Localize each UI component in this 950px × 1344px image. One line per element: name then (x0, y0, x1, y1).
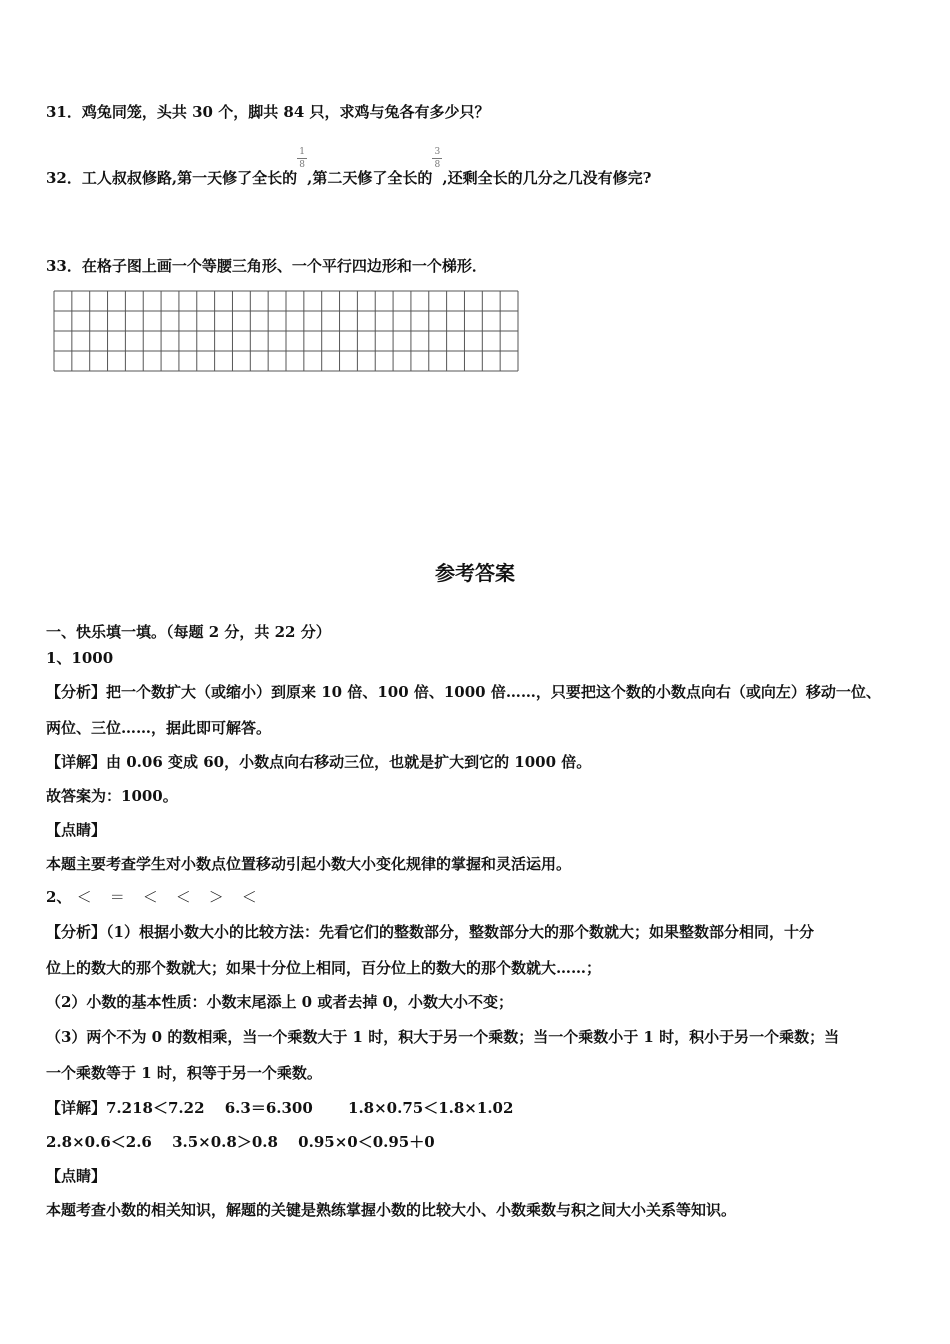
answer-2-comment-label: 【点睛】 (46, 1167, 107, 1185)
answer-1-comment: 本题主要考查学生对小数点位置移动引起小数大小变化规律的掌握和灵活运用。 (46, 855, 572, 873)
question-32-part2: ,第二天修了全长的 (307, 169, 433, 187)
answer-2-symbol: ＜ (175, 888, 191, 906)
answer-1-detail: 【详解】由 0.06 变成 60，小数点向右移动三位，也就是扩大到它的 1000 倍。 (46, 753, 592, 771)
answer-2-comment: 本题考查小数的相关知识，解题的关键是熟练掌握小数的比较大小、小数乘数与积之间大小关系等知识。 (46, 1201, 737, 1219)
answer-2-analysis-line3: （2）小数的基本性质：小数末尾添上 0 或者去掉 0，小数大小不变； (46, 993, 513, 1011)
question-33: 33．在格子图上画一个等腰三角形、一个平行四边形和一个梯形． (46, 257, 487, 275)
answer-2-detail-line1: 【详解】7.218＜7.22 6.3＝6.300 1.8×0.75＜1.8×1.02 (46, 1099, 514, 1117)
answer-1-comment-label: 【点睛】 (46, 821, 107, 839)
answer-2-line (46, 887, 275, 907)
answer-1-analysis-line1: 【分析】把一个数扩大（或缩小）到原来 10 倍、100 倍、1000 倍……，只要把这个数的小数点向右（或向左）移动一位、 (46, 683, 881, 701)
fraction-1-denominator: 8 (299, 160, 305, 170)
drawing-grid (53, 290, 519, 372)
answer-2-analysis-line1: 【分析】（1）根据小数大小的比较方法：先看它们的整数部分，整数部分大的那个数就大；如果整数部分相同，十分 (46, 923, 814, 941)
fraction-1-numerator: 1 (299, 147, 305, 157)
answer-2-symbol: ＜ (142, 888, 158, 906)
answer-1-analysis-line2: 两位、三位……，据此即可解答。 (46, 719, 272, 737)
answer-2-analysis-line2: 位上的数大的那个数就大；如果十分位上相同，百分位上的数大的那个数就大……； (46, 959, 602, 977)
question-32 (46, 147, 652, 189)
answer-2-detail-line2: 2.8×0.6＜2.6 3.5×0.8＞0.8 0.95×0＜0.95＋0 (46, 1133, 435, 1151)
answer-2-analysis-line5: 一个乘数等于 1 时，积等于另一个乘数。 (46, 1064, 322, 1082)
answer-2-symbol: ＞ (208, 888, 224, 906)
fraction-one-eighth (297, 147, 307, 189)
question-32-part1: 32．工人叔叔修路,第一天修了全长的 (46, 169, 298, 187)
answer-2-symbol: ＜ (76, 888, 92, 906)
answer-2-analysis-line4: （3）两个不为 0 的数相乘，当一个乘数大于 1 时，积大于另一个乘数；当一个乘数小于 1 时，积小于另一个乘数；当 (46, 1028, 840, 1046)
fraction-2-denominator: 8 (434, 160, 441, 170)
section-1-heading: 一、快乐填一填。（每题 2 分，共 22 分） (46, 623, 331, 641)
answer-1-answer: 故答案为：1000。 (46, 787, 178, 805)
answer-2-label: 2、 (46, 888, 72, 906)
answer-title: 参考答案 (435, 561, 515, 585)
question-31: 31．鸡兔同笼，头共 30 个，脚共 84 只，求鸡与兔各有多少只？ (46, 103, 490, 121)
answer-2-symbol: ＝ (109, 888, 125, 906)
question-32-part3: ,还剩全长的几分之几没有修完? (442, 169, 652, 187)
answer-2-symbol: ＜ (241, 888, 257, 906)
answer-1-label: 1、1000 (46, 649, 114, 667)
fraction-2-numerator: 3 (434, 147, 441, 157)
fraction-three-eighths (432, 147, 442, 189)
